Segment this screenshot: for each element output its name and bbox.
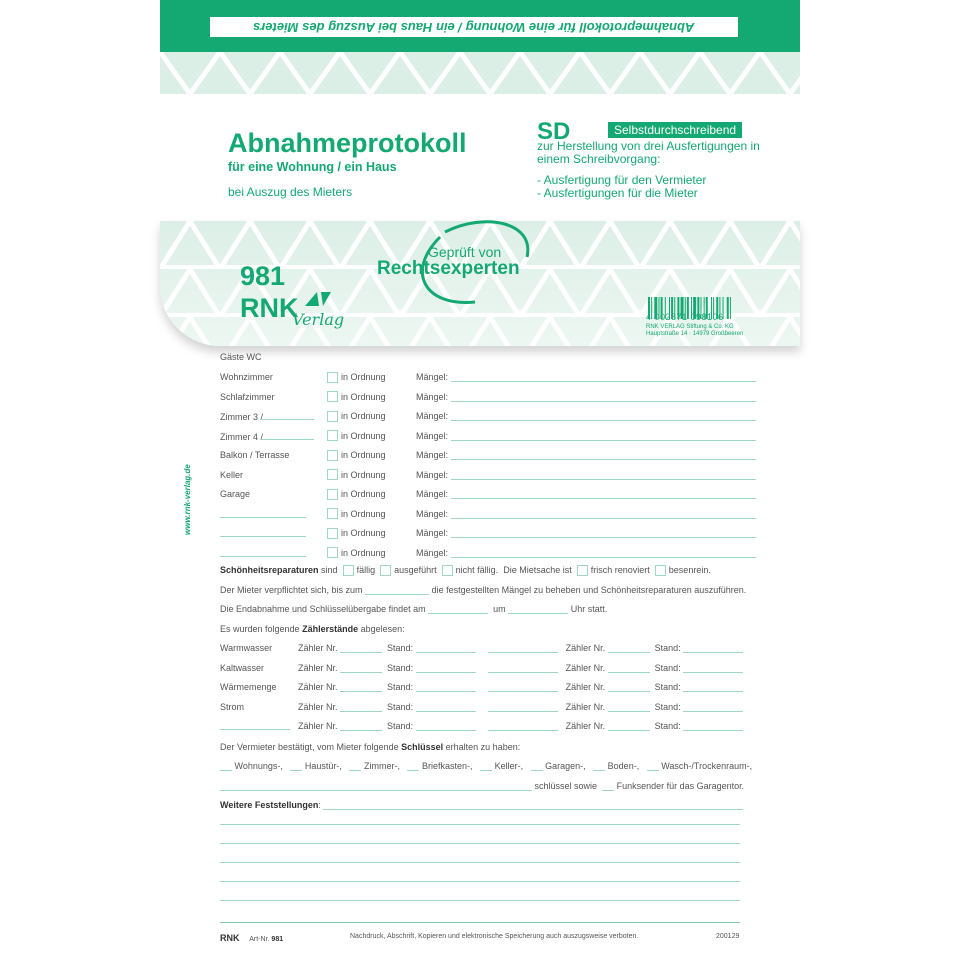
room-label: Garage [220,489,251,499]
print-code: 200129 [716,933,740,940]
sd-list-item: - Ausfertigungen für die Mieter [537,186,698,200]
remote-count-field[interactable] [602,781,614,791]
checkbox-in-ordnung[interactable] [327,469,338,480]
key-count-field[interactable] [290,761,302,771]
room-label: Keller [220,469,244,480]
document-subtitle-2: bei Auszug des Mieters [228,185,353,199]
status-label: in Ordnung [341,489,386,499]
stand-label: Stand: [387,662,414,673]
checkbox-in-ordnung[interactable] [327,508,338,519]
room-row-gaeste-wc [220,350,262,364]
status-label: in Ordnung [341,372,386,382]
status-label: in Ordnung [341,450,386,460]
handover-text: Die Endabnahme und Schlüsselübergabe findet am [220,604,426,614]
stand-label: Stand: [654,643,681,653]
defects-label: Mängel: [416,489,449,499]
room-name-field[interactable] [262,430,314,440]
keys-intro [220,740,520,754]
art-label: Art-Nr. [249,936,270,943]
stand-field[interactable] [683,663,743,673]
keys-row [220,759,760,773]
flipped-header-band [160,0,800,52]
stand-field[interactable] [416,682,476,692]
stand-label: Stand: [654,682,681,692]
meters-intro-bold: Zählerstände [302,624,359,634]
obligation-text-2: die festgestellten Mängel zu beheben und Schönheitsreparaturen auszuführen. [431,585,747,595]
room-label: Schlafzimmer [220,391,275,402]
option-label: fällig [356,565,376,575]
keys-text: schlüssel sowie [534,781,598,791]
stand-field[interactable] [416,702,476,712]
key-type-label: Briefkasten-, [422,761,473,771]
stand-label: Stand: [387,643,414,653]
website-url[interactable]: www.rnk-verlag.de [183,464,192,535]
sd-description [537,140,760,166]
meter-no-field[interactable] [340,663,382,673]
defects-field[interactable] [451,470,756,480]
room-name-field[interactable] [220,508,306,518]
seal-line-2: Rechtsexperten [377,258,520,279]
checkbox-nicht-faellig[interactable] [442,565,453,576]
status-label: in Ordnung [341,508,386,519]
triangle-pattern-top [160,52,800,94]
defects-label: Mängel: [416,391,449,402]
handover-um: um [493,604,506,614]
meter-no-field[interactable] [608,721,650,731]
publisher-address [646,324,743,338]
defects-label: Mängel: [416,528,449,538]
sd-label: SD [537,118,571,145]
meter-label: Strom [220,701,245,712]
sd-text-line: einem Schreibvorgang: [537,152,661,166]
meter-row [220,661,743,675]
art-number: 981 [271,936,284,943]
meters-intro-text-2: abgelesen: [360,624,405,634]
form-number: 981 [240,261,286,291]
obligation-row [220,583,746,597]
option-label: ausgeführt [394,565,437,575]
meter-extra-field[interactable] [488,663,558,673]
meter-no-label: Zähler Nr. [565,682,606,692]
key-count-field[interactable] [647,761,659,771]
key-count-field[interactable] [480,761,492,771]
meters-intro [220,622,405,636]
meter-no-field[interactable] [608,702,650,712]
defects-field[interactable] [451,372,756,382]
checkbox-ausgefuehrt[interactable] [380,565,391,576]
status-label: in Ordnung [341,469,386,480]
handover-row [220,602,607,616]
defects-field[interactable] [451,528,756,538]
keys-intro-text-2: erhalten zu haben: [445,742,521,752]
notes-label: Weitere Feststellungen [220,800,319,810]
checkbox-in-ordnung[interactable] [327,430,338,441]
key-type-label: Keller-, [494,761,524,771]
copyright-notice: Nachdruck, Abschrift, Kopieren und elektronische Speicherung auch auszugsweise verboten. [350,933,639,940]
brand-logo: RNK [240,293,299,323]
mietsache-label: Die Mietsache ist [503,565,572,575]
stand-field[interactable] [416,721,476,731]
sd-badge: Selbstdurchschreibend [608,122,742,138]
meter-no-label: Zähler Nr. [565,643,606,653]
footer-brand [220,933,283,943]
checkbox-faellig[interactable] [343,565,354,576]
room-name-field[interactable] [220,527,306,537]
footer-divider [220,922,740,923]
key-type-label: Garagen-, [545,761,586,771]
brand-subtitle: Verlag [292,310,345,329]
key-type-label: Boden-, [607,761,640,771]
repairs-row [220,563,711,577]
key-count-field[interactable] [593,761,605,771]
meter-extra-field[interactable] [488,721,558,731]
room-row [220,448,756,462]
defects-field[interactable] [451,450,756,460]
option-label: frisch renoviert [590,565,650,575]
room-label: Zimmer 4 / [220,431,264,442]
cover-sheet [160,52,800,346]
sd-text-line: zur Herstellung von drei Ausfertigungen in [537,139,760,153]
meter-no-field[interactable] [340,643,382,653]
keys-text-2: Funksender für das Garagentor. [616,781,745,791]
status-label: in Ordnung [341,430,386,441]
defects-field[interactable] [451,392,756,402]
stand-field[interactable] [683,682,743,692]
meter-no-label: Zähler Nr. [565,662,606,673]
flipped-title-box [210,17,738,37]
checkbox-in-ordnung[interactable] [327,391,338,402]
meter-no-label: Zähler Nr. [298,662,338,673]
stand-label: Stand: [654,721,681,731]
status-label: in Ordnung [341,391,386,402]
footer-logo: RNK [220,933,240,943]
publisher-line: Hauptstraße 14 · 14979 Großbeeren [646,331,744,337]
stand-label: Stand: [387,721,414,731]
room-label: Gäste WC [220,352,262,362]
status-label: in Ordnung [341,547,386,558]
room-row [220,468,756,482]
meter-no-field[interactable] [608,682,650,692]
key-count-field[interactable] [220,761,232,771]
room-name-field[interactable] [220,547,306,557]
sd-list-item: - Ausfertigung für den Vermieter [537,173,707,187]
notes-line[interactable] [220,853,740,863]
defects-label: Mängel: [416,508,449,519]
option-label: besenrein. [668,565,711,575]
stand-field[interactable] [416,643,476,653]
room-row [220,390,756,404]
publisher-line: RNK VERLAG Stiftung & Co. KG [646,324,734,330]
meter-no-label: Zähler Nr. [298,643,338,653]
defects-label: Mängel: [416,372,449,382]
key-count-field[interactable] [349,761,361,771]
defects-label: Mängel: [416,450,449,460]
stand-label: Stand: [387,701,414,712]
meter-no-label: Zähler Nr. [298,682,338,692]
room-row [220,429,756,443]
defects-label: Mängel: [416,411,449,421]
obligation-text: Der Mieter verpflichtet sich, bis zum [220,585,363,595]
checkbox-in-ordnung[interactable] [327,450,338,461]
handover-text-2: Uhr statt. [570,604,608,614]
flipped-title: Abnahmeprotokoll für eine Wohnung / ein Haus bei Auszug des Mieters [253,19,695,35]
status-label: in Ordnung [341,528,386,538]
document-subtitle: für eine Wohnung / ein Haus [228,160,397,174]
barcode-number: 4 002871 098106 [646,312,724,322]
defects-label: Mängel: [416,547,449,558]
key-type-label: Zimmer-, [363,761,400,771]
defects-field[interactable] [451,489,756,499]
room-row [220,487,756,501]
seal-line-1: Geprüft von [428,244,502,260]
keys-intro-text: Der Vermieter bestätigt, vom Mieter folgende [220,742,399,752]
defects-field[interactable] [451,548,756,558]
room-row [220,507,756,521]
handover-time-field[interactable] [508,604,568,614]
notes-line[interactable] [220,815,740,825]
room-label: Balkon / Terrasse [220,450,290,460]
other-key-field[interactable] [220,781,532,791]
key-count-field[interactable] [407,761,419,771]
meter-extra-field[interactable] [488,682,558,692]
meter-no-field[interactable] [608,643,650,653]
defects-label: Mängel: [416,469,449,480]
meter-name-field[interactable] [220,720,290,730]
notes-row: Weitere Feststellungen : [220,798,743,812]
key-count-field[interactable] [531,761,543,771]
sd-copies-list [537,174,706,200]
meter-extra-field[interactable] [488,702,558,712]
meter-no-label: Zähler Nr. [298,701,338,712]
stand-field[interactable] [683,702,743,712]
notes-line[interactable] [220,891,740,901]
handover-date-field[interactable] [428,604,488,614]
room-row [220,546,756,560]
meter-no-field[interactable] [340,682,382,692]
stand-label: Stand: [654,662,681,673]
meter-label: Kaltwasser [220,662,265,673]
status-label: in Ordnung [341,411,386,421]
meter-row [220,700,743,714]
meter-label: Wärmemenge [220,682,277,692]
meters-intro-text: Es wurden folgende [220,624,300,634]
stand-field[interactable] [683,643,743,653]
meter-extra-field[interactable] [488,643,558,653]
checkbox-in-ordnung[interactable] [327,372,338,383]
document-title: Abnahmeprotokoll [228,128,467,158]
key-type-label: Wasch-/Trockenraum-, [661,761,753,771]
key-type-label: Wohnungs-, [234,761,283,771]
room-row [220,526,756,540]
meter-row [220,641,743,655]
stand-label: Stand: [387,682,414,692]
meter-row [220,719,743,733]
meter-no-label: Zähler Nr. [565,721,606,731]
meter-no-label: Zähler Nr. [565,701,606,712]
defects-field[interactable] [451,431,756,441]
room-row [220,409,756,423]
checkbox-in-ordnung[interactable] [327,411,338,422]
keys-intro-bold: Schlüssel [401,742,444,752]
repairs-text: sind [321,565,338,575]
notes-field[interactable] [323,800,743,810]
checkbox-besenrein[interactable] [655,565,666,576]
meter-no-field[interactable] [340,721,382,731]
defects-field[interactable] [451,509,756,519]
checkbox-in-ordnung[interactable] [327,547,338,558]
room-label: Wohnzimmer [220,372,273,382]
checkbox-in-ordnung[interactable] [327,489,338,500]
meter-label: Warmwasser [220,643,273,653]
stand-label: Stand: [654,701,681,712]
notes-line[interactable] [220,872,740,882]
logo-arrow-icon [305,292,331,306]
repairs-label: Schönheitsreparaturen [220,565,319,575]
defects-label: Mängel: [416,430,449,441]
meter-no-label: Zähler Nr. [298,721,338,731]
keys-row-2 [220,779,744,793]
notes-line[interactable] [220,834,740,844]
checkbox-in-ordnung[interactable] [327,528,338,539]
meter-row [220,680,743,694]
defects-field[interactable] [451,411,756,421]
room-label: Zimmer 3 / [220,412,264,422]
stand-field[interactable] [683,721,743,731]
meter-no-field[interactable] [340,702,382,712]
deadline-field[interactable] [365,585,429,595]
stand-field[interactable] [416,663,476,673]
room-row [220,370,756,384]
checkbox-frisch-renoviert[interactable] [577,565,588,576]
option-label: nicht fällig. [455,565,499,575]
room-name-field[interactable] [262,410,314,420]
meter-no-field[interactable] [608,663,650,673]
key-type-label: Haustür-, [304,761,342,771]
